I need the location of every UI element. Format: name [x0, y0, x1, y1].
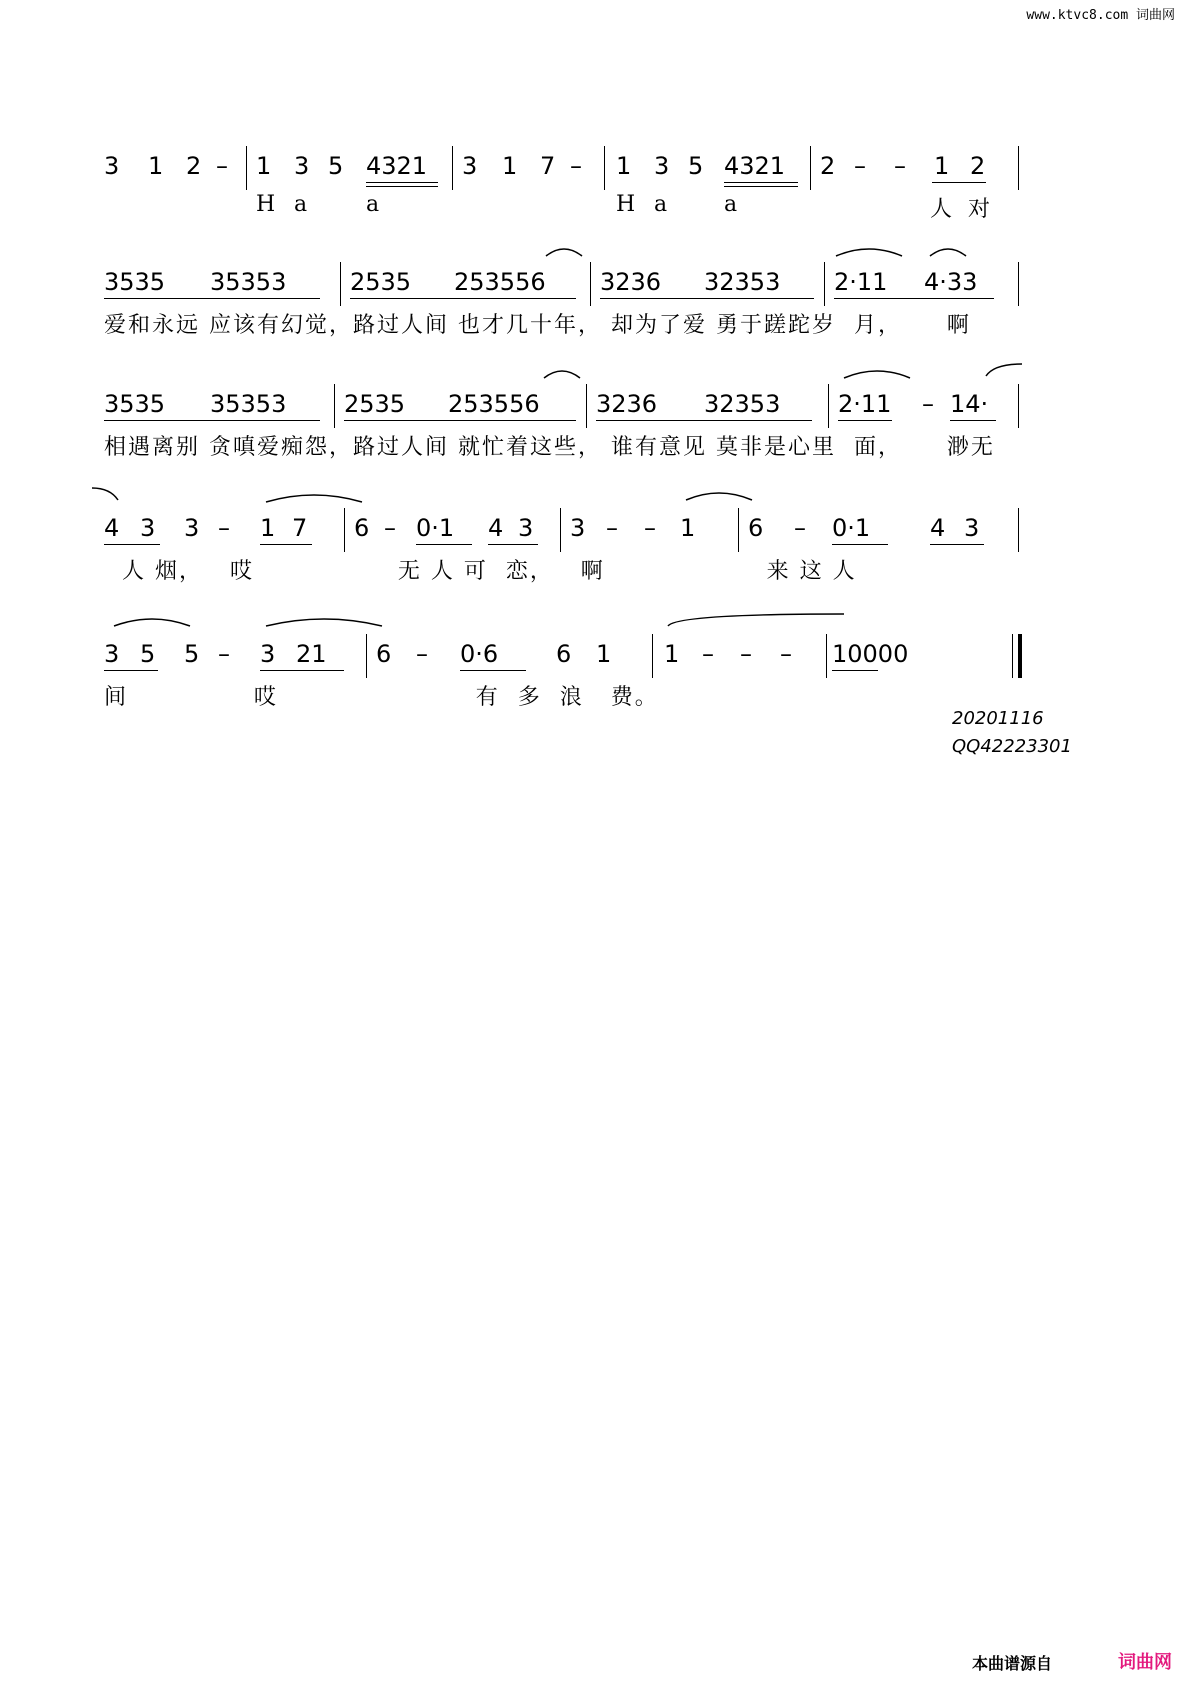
- slur: [90, 486, 120, 502]
- note: 3535: [104, 390, 166, 418]
- barline: [246, 146, 247, 190]
- note: 1: [148, 152, 164, 180]
- underline: [104, 670, 158, 671]
- note: 6: [376, 640, 392, 668]
- note: 3: [518, 514, 534, 542]
- note: 4: [104, 514, 120, 542]
- slur: [542, 364, 582, 380]
- note: 2·11: [838, 390, 892, 418]
- barline: [452, 146, 453, 190]
- note: 0·1: [832, 514, 871, 542]
- note: –: [218, 640, 230, 668]
- lyrics-row: 人 烟， 哎 无 人 可 恋， 啊 来 这 人: [104, 559, 857, 584]
- barline: [1018, 384, 1019, 428]
- note: 1: [680, 514, 696, 542]
- note: 1: [256, 152, 272, 180]
- note: –: [570, 152, 582, 180]
- notes-row: [104, 262, 1094, 302]
- barline: [828, 384, 829, 428]
- note: 1: [664, 640, 680, 668]
- lyric: a: [654, 192, 670, 217]
- notes-row: [104, 634, 1094, 674]
- notes-row: [104, 146, 1094, 186]
- note: 3: [184, 514, 200, 542]
- underline: [832, 544, 888, 545]
- lyric: a: [724, 192, 740, 217]
- score-system-1: [104, 146, 1094, 222]
- underline: [104, 298, 320, 299]
- note: 4·33: [924, 268, 978, 296]
- note: –: [416, 640, 428, 668]
- note: 32353: [704, 390, 781, 418]
- slur: [834, 242, 904, 258]
- note: 1: [596, 640, 612, 668]
- underline: [104, 544, 160, 545]
- slur: [842, 364, 912, 380]
- underline: [838, 420, 892, 421]
- notes-row: [104, 384, 1094, 424]
- note: 6: [748, 514, 764, 542]
- lyric: H: [256, 192, 278, 217]
- note: 5: [184, 640, 200, 668]
- note: –: [644, 514, 656, 542]
- score-system-2: [104, 262, 1094, 338]
- barline: [810, 146, 811, 190]
- score-system-4: [104, 508, 1094, 584]
- lyrics-row: [104, 192, 1094, 222]
- underline: [260, 670, 344, 671]
- note: 5: [140, 640, 156, 668]
- note: –: [702, 640, 714, 668]
- note: 32353: [704, 268, 781, 296]
- note: 0·6: [460, 640, 499, 668]
- note: –: [740, 640, 752, 668]
- note: 1: [616, 152, 632, 180]
- note: –: [606, 514, 618, 542]
- underline: [724, 186, 798, 187]
- note: 3: [462, 152, 478, 180]
- underline: [488, 544, 538, 545]
- note: 2535: [350, 268, 412, 296]
- underline: [834, 298, 994, 299]
- note: 3: [104, 640, 120, 668]
- lyric: 人: [930, 197, 955, 222]
- lyric: 对: [968, 197, 993, 222]
- note: –: [894, 152, 906, 180]
- note: 1: [934, 152, 950, 180]
- note: 1: [502, 152, 518, 180]
- note: 3: [140, 514, 156, 542]
- underline: [724, 182, 798, 183]
- underline: [460, 670, 526, 671]
- note: 3: [964, 514, 980, 542]
- footer-source: 本曲谱源自: [972, 1654, 1053, 1673]
- note: 6: [354, 514, 370, 542]
- barline: [1018, 508, 1019, 552]
- underline: [596, 420, 812, 421]
- note: 5: [328, 152, 344, 180]
- note: –: [922, 390, 934, 418]
- note: 2535: [344, 390, 406, 418]
- note: 3: [294, 152, 310, 180]
- slur: [264, 488, 364, 504]
- lyrics-row: 间 哎 有 多 浪 费。: [104, 685, 659, 710]
- note: 2: [820, 152, 836, 180]
- underline: [350, 298, 576, 299]
- note: 7: [540, 152, 556, 180]
- barline: [344, 508, 345, 552]
- final-barline: [1018, 634, 1022, 678]
- barline: [560, 508, 561, 552]
- note: –: [218, 514, 230, 542]
- score-system-5: [104, 634, 1094, 710]
- note: 2·11: [834, 268, 888, 296]
- note: –: [780, 640, 792, 668]
- note: 3: [104, 152, 120, 180]
- lyrics-row: 相遇离别 贪嗔爱痴怨，路过人间 就忙着这些， 谁有意见 莫非是心里 面， 渺无: [104, 435, 995, 460]
- slur: [984, 362, 1024, 378]
- underline: [950, 420, 996, 421]
- note: 3236: [600, 268, 662, 296]
- note: 253556: [448, 390, 540, 418]
- slur: [544, 242, 584, 258]
- note: 3: [260, 640, 276, 668]
- underline: [260, 544, 312, 545]
- barline: [826, 634, 827, 678]
- underline: [344, 420, 576, 421]
- note: 4: [488, 514, 504, 542]
- underline: [932, 182, 986, 183]
- note: –: [216, 152, 228, 180]
- underline: [600, 298, 814, 299]
- lyric: a: [366, 192, 382, 217]
- note: 35353: [210, 390, 287, 418]
- note: 1: [260, 514, 276, 542]
- note: –: [854, 152, 866, 180]
- underline: [930, 544, 984, 545]
- note: 2: [970, 152, 986, 180]
- underline: [104, 420, 320, 421]
- note: 5: [688, 152, 704, 180]
- note: 2: [186, 152, 202, 180]
- footer-logo[interactable]: 词曲网: [1118, 1652, 1172, 1673]
- note: 6: [556, 640, 572, 668]
- note: 4321: [724, 152, 786, 180]
- notes-row: [104, 508, 1094, 548]
- barline: [1018, 146, 1019, 190]
- note: 7: [292, 514, 308, 542]
- note: 3: [570, 514, 586, 542]
- qq-note: QQ42223301: [952, 736, 1072, 757]
- note: 10000: [832, 640, 909, 668]
- date-note: 20201116: [952, 708, 1044, 729]
- note: 4321: [366, 152, 428, 180]
- barline: [1012, 634, 1013, 678]
- barline: [604, 146, 605, 190]
- barline: [340, 262, 341, 306]
- barline: [334, 384, 335, 428]
- underline: [416, 544, 472, 545]
- note: 14·: [950, 390, 989, 418]
- note: 4: [930, 514, 946, 542]
- underline: [366, 186, 438, 187]
- lyrics-row: 爱和永远 应该有幻觉，路过人间 也才几十年， 却为了爱 勇于蹉跎岁 月， 啊: [104, 313, 971, 338]
- note: –: [794, 514, 806, 542]
- underline: [366, 182, 438, 183]
- lyric: a: [294, 192, 310, 217]
- slur: [264, 612, 384, 628]
- barline: [738, 508, 739, 552]
- note: 253556: [454, 268, 546, 296]
- barline: [1018, 262, 1019, 306]
- slur: [684, 486, 754, 502]
- note: 3: [654, 152, 670, 180]
- barline: [590, 262, 591, 306]
- barline: [824, 262, 825, 306]
- slur: [928, 242, 968, 258]
- barline: [652, 634, 653, 678]
- slur: [666, 612, 846, 628]
- underline: [832, 670, 878, 671]
- barline: [586, 384, 587, 428]
- slur: [112, 612, 192, 628]
- lyric: H: [616, 192, 638, 217]
- note: 3236: [596, 390, 658, 418]
- note: 0·1: [416, 514, 455, 542]
- site-header[interactable]: www.ktvc8.com 词曲网: [1026, 8, 1175, 23]
- note: 35353: [210, 268, 287, 296]
- note: 3535: [104, 268, 166, 296]
- note: –: [384, 514, 396, 542]
- barline: [366, 634, 367, 678]
- score-system-3: [104, 384, 1094, 460]
- note: 21: [296, 640, 327, 668]
